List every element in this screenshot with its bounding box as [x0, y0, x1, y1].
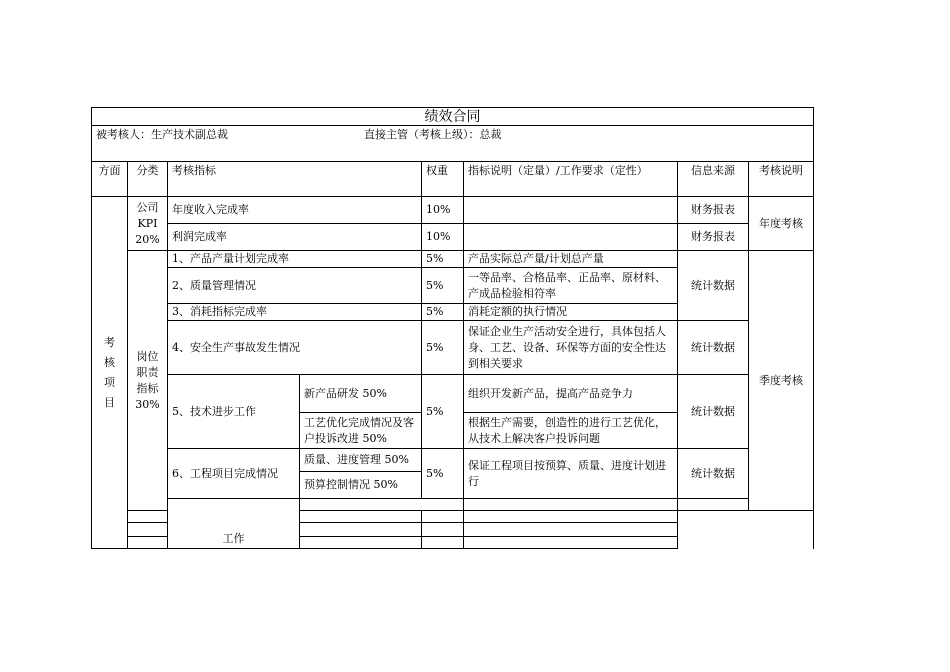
indicator-cell: 2、质量管理情况: [168, 268, 422, 304]
description-cell: 保证企业生产活动安全进行，具体包括人身、工艺、设备、环保等方面的安全性达到相关要求: [464, 321, 678, 375]
indicator-cell: 利润完成率: [168, 224, 422, 251]
description-cell: [464, 224, 678, 251]
description-cell: 一等品率、合格品率、正品率、原材料、产成品检验相符率: [464, 268, 678, 304]
blank-row: [92, 523, 814, 537]
weight-cell: 10%: [422, 197, 464, 224]
description-cell: 消耗定额的执行情况: [464, 304, 678, 321]
description-cell: 组织开发新产品，提高产品竞争力: [464, 375, 678, 413]
title-row: [92, 108, 814, 126]
header-source: 信息来源: [678, 162, 749, 197]
source-cell: 财务报表: [678, 224, 749, 251]
contract-table: [91, 107, 814, 549]
header-category: 分类: [128, 162, 168, 197]
header-row: [92, 162, 814, 197]
assessee-label: 被考核人：生产技术副总裁: [96, 128, 228, 141]
header-note: 考核说明: [749, 162, 814, 197]
info-row: [92, 126, 814, 162]
table-row: [92, 197, 814, 224]
indicator-cell: 5、技术进步工作: [168, 375, 300, 449]
note-cell: 年度考核: [749, 197, 814, 251]
header-description: 指标说明（定量）/工作要求（定性）: [464, 162, 678, 197]
indicator-cell: 3、消耗指标完成率: [168, 304, 422, 321]
header-indicator: 考核指标: [168, 162, 422, 197]
description-cell: [464, 197, 678, 224]
position-kpi-label: 岗位 职责 指标 30%: [128, 251, 168, 511]
aspect-cell: 考 核 项 目: [92, 197, 128, 549]
sub-item-cell: 质量、进度管理 50%: [300, 449, 422, 472]
source-cell: 统计数据: [678, 375, 749, 449]
indicator-cell: 年度收入完成率: [168, 197, 422, 224]
work-label: 工作: [168, 499, 300, 549]
weight-cell: 5%: [422, 304, 464, 321]
indicator-cell: 4、安全生产事故发生情况: [168, 321, 422, 375]
blank-row: [92, 537, 814, 549]
sub-item-cell: 工艺优化完成情况及客户投诉改进 50%: [300, 413, 422, 449]
table-row: [92, 321, 814, 375]
performance-contract: [91, 107, 814, 549]
table-row: [92, 224, 814, 251]
header-weight: 权重: [422, 162, 464, 197]
blank-row: [92, 511, 814, 523]
table-row: [92, 375, 814, 413]
blank-row: [92, 499, 814, 511]
description-cell: 产品实际总产量/计划总产量: [464, 251, 678, 268]
sub-item-cell: 预算控制情况 50%: [300, 472, 422, 499]
source-cell: 统计数据: [678, 251, 749, 321]
weight-cell: 5%: [422, 268, 464, 304]
weight-cell: 5%: [422, 449, 464, 499]
description-cell: 保证工程项目按预算、质量、进度计划进行: [464, 449, 678, 499]
source-cell: 统计数据: [678, 321, 749, 375]
table-row: [92, 449, 814, 472]
sub-item-cell: 新产品研发 50%: [300, 375, 422, 413]
indicator-cell: 6、工程项目完成情况: [168, 449, 300, 499]
weight-cell: 5%: [422, 375, 464, 449]
header-aspect: 方面: [92, 162, 128, 197]
supervisor-label: 直接主管（考核上级）：总裁: [364, 128, 502, 141]
page-title: 绩效合同: [92, 108, 814, 126]
note-cell: 季度考核: [749, 251, 814, 511]
company-kpi-label: 公司 KPI 20%: [128, 197, 168, 251]
source-cell: 财务报表: [678, 197, 749, 224]
source-cell: 统计数据: [678, 449, 749, 499]
weight-cell: 5%: [422, 321, 464, 375]
description-cell: 根据生产需要，创造性的进行工艺优化，从技术上解决客户投诉问题: [464, 413, 678, 449]
indicator-cell: 1、产品产量计划完成率: [168, 251, 422, 268]
table-row: [92, 251, 814, 268]
weight-cell: 10%: [422, 224, 464, 251]
weight-cell: 5%: [422, 251, 464, 268]
